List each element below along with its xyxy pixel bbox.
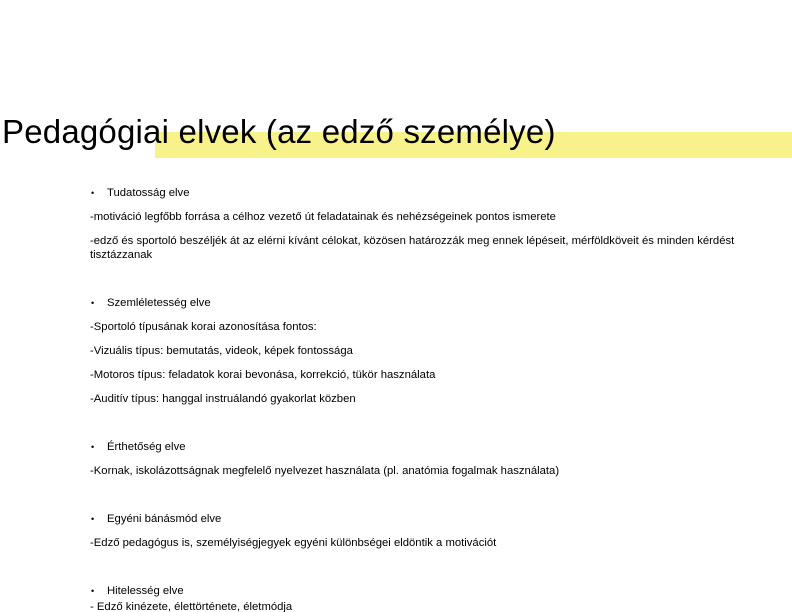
- section-szemleletesseg: [90, 296, 780, 406]
- section-line: -edző és sportoló beszéljék át az elérni kívánt célokat, közösen határozzák meg ennek lépéseit, mérföldköveit és minden kérdést tisztázzanak: [90, 235, 735, 261]
- bullet-icon: •: [91, 298, 95, 308]
- section-line: -motiváció legfőbb forrása a célhoz vezető út feladatainak és nehézségeinek pontos ismerete: [90, 211, 556, 223]
- bullet-item: [90, 296, 780, 310]
- section-tudatossag: [90, 186, 780, 262]
- section-heading: Egyéni bánásmód elve: [107, 513, 222, 525]
- section-line: -Sportoló típusának korai azonosítása fontos:: [90, 321, 317, 333]
- section-line: - Edző kinézete, élettörténete, életmódja: [90, 601, 293, 612]
- section-hitelesseg: [90, 584, 780, 612]
- section-egyeni-banasmod: [90, 512, 780, 550]
- section-line: -Vizuális típus: bemutatás, videok, képek fontossága: [90, 345, 353, 357]
- section-heading: Tudatosság elve: [107, 187, 190, 199]
- slide-title: Pedagógiai elvek (az edző személye): [2, 113, 556, 150]
- section-heading: Szemléletesség elve: [107, 297, 211, 309]
- section-heading: Érthetőség elve: [107, 441, 186, 453]
- bullet-item: [90, 584, 780, 598]
- section-line: -Kornak, iskolázottságnak megfelelő nyelvezet használata (pl. anatómia fogalmak használata): [90, 465, 560, 477]
- bullet-item: [90, 186, 780, 200]
- section-erthetoseg: [90, 440, 780, 478]
- section-heading: Hitelesség elve: [107, 585, 184, 597]
- section-line: -Motoros típus: feladatok korai bevonása, korrekció, tükör használata: [90, 369, 436, 381]
- bullet-icon: •: [91, 442, 95, 452]
- section-line: -Edző pedagógus is, személyiségjegyek egyéni különbségei eldöntik a motivációt: [90, 537, 497, 549]
- bullet-icon: •: [91, 586, 95, 596]
- bullet-icon: •: [91, 514, 95, 524]
- slide-body: [90, 186, 780, 612]
- bullet-item: [90, 512, 780, 526]
- bullet-icon: •: [91, 188, 95, 198]
- section-line: -Auditív típus: hanggal instruálandó gyakorlat közben: [90, 393, 356, 405]
- bullet-item: [90, 440, 780, 454]
